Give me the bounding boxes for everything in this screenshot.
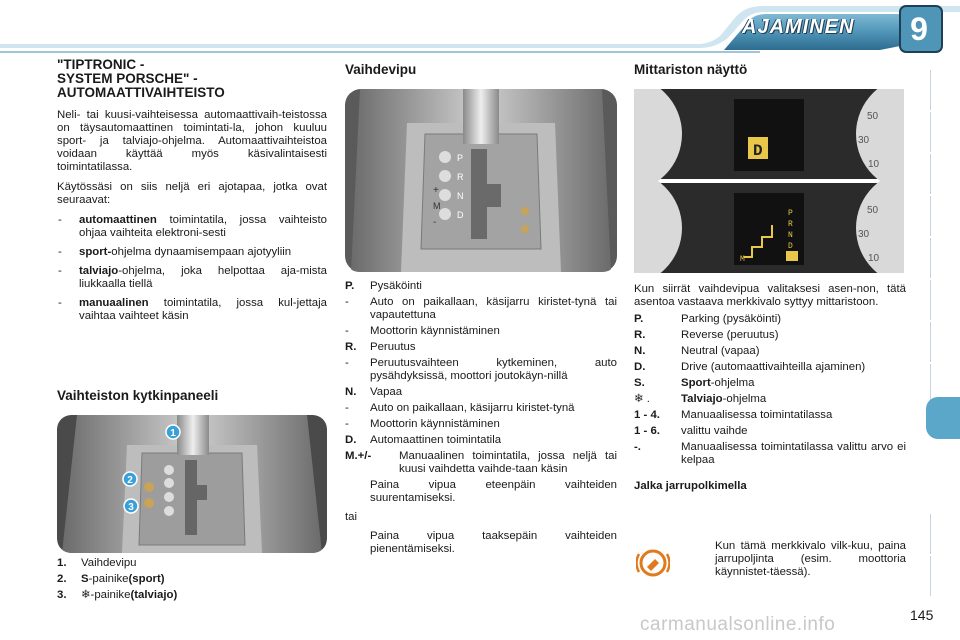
side-tab[interactable] xyxy=(930,154,960,194)
side-tab[interactable] xyxy=(930,322,960,362)
side-tab[interactable] xyxy=(930,514,960,554)
dash2-gear-n: N xyxy=(788,231,793,240)
gate-label-minus: - xyxy=(433,217,437,228)
dash1-tick-10: 10 xyxy=(868,159,880,170)
list-item: N. Neutral (vapaa) xyxy=(634,345,760,357)
dash1-gear-indicator: D xyxy=(753,142,763,160)
chapter-title: AJAMINEN xyxy=(742,16,855,38)
watermark: carmanualsonline.info xyxy=(640,614,836,635)
list-item: - Moottorin käynnistäminen xyxy=(345,325,500,337)
list-item: 3. ❄ -painike (talviajo) xyxy=(57,589,178,601)
list-item: - automaattinen toimintatila, jossa vaihteisto ohjaa vaihteita elektroni-sesti xyxy=(57,214,327,240)
section-title-display: Mittariston näyttö xyxy=(634,62,748,77)
display-intro: Kun siirrät vaihdevipua valitaksesi asen-non, tätä asentoa vastaava merkkivalo syttyy mittaristoon. xyxy=(634,283,906,308)
list-item: R. Reverse (peruutus) xyxy=(634,329,779,341)
callout-1-label: 1 xyxy=(170,428,176,439)
gate-label-p: P xyxy=(457,153,464,163)
list-item: P. Pysäköinti xyxy=(345,280,422,292)
instrument-display-figure xyxy=(634,89,904,273)
section-title-panel: Vaihteiston kytkinpaneeli xyxy=(57,388,219,403)
side-tab[interactable] xyxy=(930,280,960,320)
side-tabs xyxy=(930,70,960,610)
list-item: - Auto on paikallaan, käsijarru kiristet-tynä tai vapautettuna xyxy=(345,296,617,321)
list-item: D. Automaattinen toimintatila xyxy=(345,434,502,446)
list-item: 1 - 4. Manuaalisessa toimintatilassa xyxy=(634,409,833,421)
callout-3-label: 3 xyxy=(128,502,134,513)
list-item: - Moottorin käynnistäminen xyxy=(345,418,500,430)
section-title-tiptronic: "TIPTRONIC - SYSTEM PORSCHE" - AUTOMAATTIVAIHTEISTO xyxy=(57,57,225,100)
panel-legend xyxy=(57,557,327,605)
list-item: 2. S -painike (sport) xyxy=(57,573,165,585)
gate-label-r: R xyxy=(457,172,464,182)
or-text: tai xyxy=(345,511,358,523)
column-1 xyxy=(57,58,327,329)
side-tab[interactable] xyxy=(930,238,960,278)
bullet-icon xyxy=(345,479,370,505)
side-tab[interactable] xyxy=(930,112,960,152)
brake-title: Jalka jarrupolkimella xyxy=(634,480,747,492)
list-item: 1 - 6. valittu vaihde xyxy=(634,425,748,437)
side-tab[interactable] xyxy=(930,556,960,596)
list-item: R. Peruutus xyxy=(345,341,416,353)
intro-paragraph: Neli- tai kuusi-vaihteisessa automaattivaih-teistossa on täysautomaattinen toimintati-la, johon kuuluu sport- ja talviajo-ohjelma. Automaattivaihteistoa voidaan käyttää myös käsivalintaisesti toimintatilassa. xyxy=(57,109,327,173)
list-item: - manuaalinen toimintatila, jossa kul-jettaja vaihtaa vaihteet käsin xyxy=(57,297,327,323)
list-item: - Auto on paikallaan, käsijarru kiristet-tynä xyxy=(345,402,575,414)
bullet-icon xyxy=(690,540,715,579)
bullet-icon xyxy=(345,530,370,556)
manual-mode-row: M.+/- Manuaalinen toimintatila, jossa neljä tai kuusi vaihdetta vaihde-taan käsin xyxy=(345,450,617,475)
list-item: P. Parking (pysäköinti) xyxy=(634,313,782,325)
gear-panel-figure xyxy=(57,415,327,553)
list-item: -. Manuaalisessa toimintatilassa valittu arvo ei kelpaa xyxy=(634,441,906,466)
brake-warning-icon xyxy=(636,548,670,578)
column-2 xyxy=(345,280,617,556)
list-item: D. Drive (automaattivaihteilla ajaminen) xyxy=(634,361,866,373)
bullet-down: Paina vipua taaksepäin vaihteiden pienentämiseksi. xyxy=(345,530,617,556)
side-tab[interactable] xyxy=(930,70,960,110)
list-item: - Peruutusvaihteen kytkeminen, auto pysähdyksissä, moottori joutokäyn-nillä xyxy=(345,357,617,382)
display-codes xyxy=(634,313,906,467)
column-3 xyxy=(634,283,906,493)
side-tab-active[interactable] xyxy=(926,397,960,439)
side-tab[interactable] xyxy=(930,196,960,236)
page-number: 145 xyxy=(910,607,934,623)
gate-label-d: D xyxy=(457,210,464,220)
mode-list xyxy=(57,214,327,323)
list-item: S. Sport-ohjelma xyxy=(634,377,755,389)
gear-lever-figure xyxy=(345,89,617,272)
chapter-number: 9 xyxy=(910,11,928,47)
bullet-up: Paina vipua eteenpäin vaihteiden suurentamiseksi. xyxy=(345,479,617,505)
list-item: - sport-ohjelma dynaamisempaan ajotyyliin xyxy=(57,246,327,259)
dash1-tick-30: 30 xyxy=(858,135,870,146)
dash2-gear-d: D xyxy=(788,242,793,251)
dash2-gear-r: R xyxy=(788,220,793,229)
list-item: N. Vapaa xyxy=(345,386,403,398)
section-title-lever: Vaihdevipu xyxy=(345,62,417,77)
list-item: - talviajo-ohjelma, joka helpottaa aja-mista liukkaalla tiellä xyxy=(57,265,327,291)
dash2-tick-50: 50 xyxy=(867,205,879,216)
gate-label-plus: + xyxy=(433,185,439,196)
lever-positions xyxy=(345,280,617,447)
dash1-tick-50: 50 xyxy=(867,111,879,122)
brake-bullet: Kun tämä merkkivalo vilk-kuu, paina jarrupoljinta (esim. moottoria käynnistet-täessä). xyxy=(690,540,906,579)
dash2-tick-10: 10 xyxy=(868,253,880,264)
usage-paragraph: Käytössäsi on siis neljä eri ajotapaa, jotka ovat seuraavat: xyxy=(57,181,327,206)
list-item: ❄ . Talviajo-ohjelma xyxy=(634,393,767,405)
dash2-gear-p: P xyxy=(788,209,793,218)
dash2-mode-m: M xyxy=(740,255,745,264)
dash2-tick-30: 30 xyxy=(858,229,870,240)
gate-label-n: N xyxy=(457,191,464,201)
gate-label-m: M xyxy=(433,201,441,211)
callout-2-label: 2 xyxy=(127,475,133,486)
list-item: 1. Vaihdevipu xyxy=(57,557,137,569)
